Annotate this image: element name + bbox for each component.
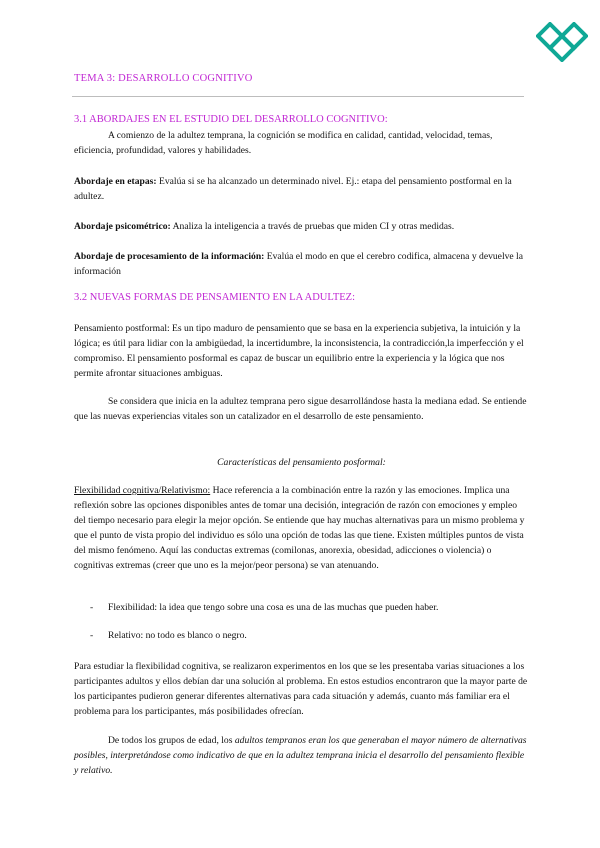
bullet-dash: - <box>90 602 94 613</box>
term-procesamiento: Abordaje de procesamiento de la información: <box>74 251 265 262</box>
conclusion-start: De todos los grupos de edad, los <box>108 735 235 746</box>
section-heading-1: 3.1 ABORDAJES EN EL ESTUDIO DEL DESARROLLO COGNITIVO: <box>74 114 388 125</box>
abordaje-etapas <box>74 174 529 204</box>
title-divider <box>72 96 524 97</box>
bullet-dash: - <box>90 630 94 641</box>
bullet-item <box>90 628 520 643</box>
term-etapas: Abordaje en etapas: <box>74 176 157 187</box>
bullet-text: Relativo: no todo es blanco o negro. <box>108 630 247 641</box>
text-etapas: Evalúa si se ha alcanzado un determinado nivel. Ej.: etapa del pensamiento postformal en la adultez. <box>74 176 512 202</box>
section-heading-2: 3.2 NUEVAS FORMAS DE PENSAMIENTO EN LA ADULTEZ: <box>74 292 355 303</box>
flexibilidad-term: Flexibilidad cognitiva/Relativismo: <box>74 485 211 496</box>
conclusion-italic: adultos tempranos eran los que generaban el mayor número de alternativas posibles, interpretándose como indicativo de que en la adultez temprana inicia el desarrollo del pensamiento flexible y relativo. <box>74 735 527 776</box>
term-psicometrico: Abordaje psicométrico: <box>74 221 171 232</box>
page-title: TEMA 3: DESARROLLO COGNITIVO <box>74 73 253 84</box>
brand-logo-icon <box>536 22 588 62</box>
bullet-item <box>90 600 520 615</box>
flexibilidad-paragraph <box>74 483 529 573</box>
text-psicometrico: Analiza la inteligencia a través de pruebas que miden CI y otras medidas. <box>170 221 455 232</box>
experimentos-paragraph: Para estudiar la flexibilidad cognitiva, se realizaron experimentos en los que se les presentaba varias situaciones a los participantes adultos y ellos debían dar una solución al problema. En estos estudios encontraron que la mayor parte de los participantes pudieron generar diferentes alternativas para cada situación y además, cuanto más familiar era el problema para los participantes, más posibilidades ofrecían. <box>74 661 528 717</box>
section1-intro: A comienzo de la adultez temprana, la cognición se modifica en calidad, cantidad, velocidad, temas, eficiencia, profundidad, valores y habilidades. <box>74 130 493 156</box>
flexibilidad-text: Hace referencia a la combinación entre la razón y las emociones. Implica una reflexión sobre las opciones disponibles antes de tomar una decisión, integración de razón con emociones y empleo del tiempo necesario para elegir la mejor opción. Se entiende que hay muchas alternativas para un mismo problema y que el punto de vista propio del individuo es sólo una opción de todas las que tiene. Existen múltiples puntos de vista del mismo fenómeno. Aquí las conductas extremas (comilonas, anorexia, obesidad, adicciones o violencia) o cognitivas extremas (creer que uno es la mejor/peor persona) se van atenuando. <box>74 485 525 571</box>
characteristics-subheading: Características del pensamiento posformal: <box>217 457 386 468</box>
abordaje-procesamiento <box>74 249 529 279</box>
inicio-paragraph: Se considera que inicia en la adultez temprana pero sigue desarrollándose hasta la mediana edad. Se entiende que las nuevas experiencias vitales son un catalizador en el desarrollo de este pensamiento. <box>74 396 527 422</box>
conclusion-paragraph <box>74 733 529 778</box>
bullet-text: Flexibilidad: la idea que tengo sobre una cosa es una de las muchas que pueden haber. <box>108 602 439 613</box>
pensamiento-postformal-paragraph: Pensamiento postformal: Es un tipo maduro de pensamiento que se basa en la experiencia subjetiva, la intuición y la lógica; es útil para lidiar con la ambigüedad, la incertidumbre, la inconsistencia, la contradicción,la imperfección y el compromiso. El pensamiento posformal es capaz de buscar un equilibrio entre la experiencia y la lógica que nos permite afrontar situaciones ambiguas. <box>74 323 524 379</box>
abordaje-psicometrico <box>74 219 529 234</box>
text-procesamiento: Evalúa el modo en que el cerebro codifica, almacena y devuelve la información <box>74 251 523 277</box>
